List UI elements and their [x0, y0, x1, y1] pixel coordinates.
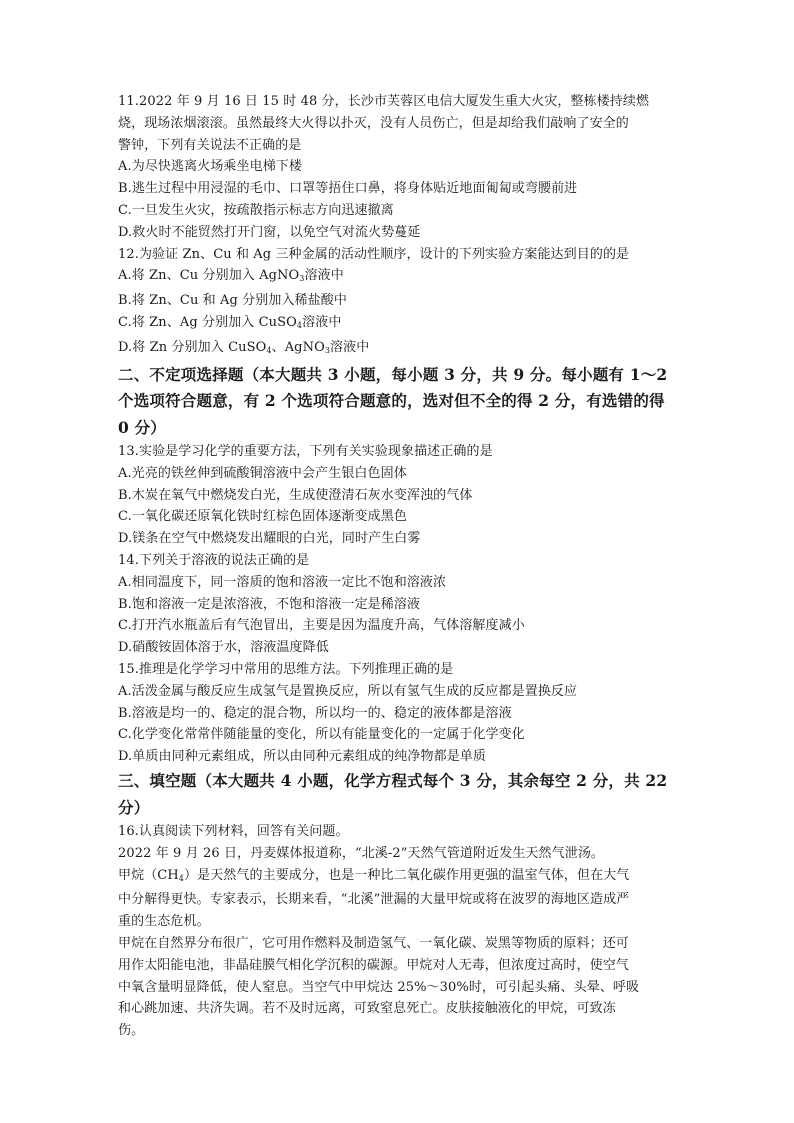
- question-14-option-a: A.相同温度下，同一溶质的饱和溶液一定比不饱和溶液浓: [118, 574, 447, 590]
- subscript: 3: [299, 274, 305, 284]
- section-3-heading-line-2: 分）: [118, 797, 150, 817]
- material-paragraph-3-line-5: 伤。: [118, 1023, 145, 1039]
- question-12-option-b: B.将 Zn、Cu 和 Ag 分别加入稀盐酸中: [118, 293, 347, 309]
- section-2-heading-line-3: 0 分）: [118, 417, 166, 437]
- question-11-option-a: A.为尽快逃离火场乘坐电梯下楼: [118, 159, 303, 175]
- option-d-text-end: 溶液中: [330, 339, 370, 355]
- material-paragraph-2-line-2: 中分解得更快。专家表示，长期来看，“北溪”泄漏的大量甲烷或将在波罗的海地区造成严: [118, 892, 630, 908]
- material-paragraph-3-line-2: 用作太阳能电池，非晶硅膜气相化学沉积的碳源。甲烷对人无毒，但浓度过高时，使空气: [118, 957, 629, 973]
- question-11: [118, 91, 676, 244]
- option-c-text-end: 溶液中: [302, 314, 342, 330]
- paragraph-text-end: ）是天然气的主要成分，也是一种比二氧化碳作用更强的温室气体，但在大气: [184, 867, 630, 883]
- question-13: [118, 441, 676, 550]
- option-d-text-mid: 、AgNO: [271, 339, 325, 355]
- question-11-stem-line-1: 11.2022 年 9 月 16 日 15 时 48 分，长沙市芙蓉区电信大厦发生重大火灾，整栋楼持续燃: [118, 94, 650, 109]
- question-12-option-d: [118, 337, 676, 362]
- material-paragraph-2-line-3: 重的生态危机。: [118, 914, 210, 930]
- question-13-stem: 13.实验是学习化学的重要方法，下列有关实验现象描述正确的是: [118, 444, 493, 460]
- material-paragraph-2-line-1: [118, 865, 676, 890]
- section-2-heading: [118, 362, 676, 442]
- option-c-text: C.将 Zn、Ag 分别加入 CuSO: [118, 314, 297, 330]
- question-15-option-c: C.化学变化常常伴随能量的变化，所以有能量变化的一定属于化学变化: [118, 727, 525, 743]
- question-14-option-d: D.硝酸铵固体溶于水，溶液温度降低: [118, 640, 329, 656]
- material-paragraph-3-line-1: 甲烷在自然界分布很广，它可用作燃料及制造氢气、一氧化碳、炭黑等物质的原料；还可: [118, 936, 629, 951]
- material-paragraph-1: 2022 年 9 月 26 日，丹麦媒体报道称，“北溪-2”天然气管道附近发生天然气泄汤。: [118, 845, 605, 861]
- question-11-stem-line-3: 警钟，下列有关说法不正确的是: [118, 137, 302, 153]
- option-d-text: D.将 Zn 分别加入 CuSO: [118, 339, 267, 355]
- question-12-option-c: [118, 312, 676, 337]
- option-a-text-end: 溶液中: [304, 268, 344, 284]
- question-12-stem: 12.为验证 Zn、Cu 和 Ag 三种金属的活动性顺序，设计的下列实验方案能达到目的的是: [118, 246, 630, 262]
- material-paragraph-3-line-3: 中氧含量明显降低，使人窒息。当空气中甲烷达 25%～30%时，可引起头痛、头晕、呼吸: [118, 979, 640, 995]
- subscript: 4: [266, 345, 272, 355]
- question-11-option-c: C.一旦发生火灾，按疏散指示标志方向迅速撤离: [118, 202, 394, 218]
- question-12: [118, 244, 676, 362]
- question-13-option-b: B.木炭在氧气中燃烧发白光，生成使澄清石灰水变浑浊的气体: [118, 487, 473, 503]
- question-14-option-c: C.打开汽水瓶盖后有气泡冒出，主要是因为温度升高，气体溶解度减小: [118, 618, 525, 634]
- question-11-option-b: B.逃生过程中用浸湿的毛巾、口罩等捂住口鼻，将身体贴近地面匍匐或弯腰前进: [118, 181, 578, 197]
- question-11-option-d: D.救火时不能贸然打开门窗，以免空气对流火势蔓延: [118, 224, 421, 240]
- question-13-option-c: C.一氧化碳还原氧化铁时红棕色固体逐渐变成黑色: [118, 509, 407, 525]
- section-3-heading-line-1: 三、填空题（本大题共 4 小题，化学方程式每个 3 分，其余每空 2 分，共 22: [118, 771, 668, 791]
- question-15-option-a: A.活泼金属与酸反应生成氢气是置换反应，所以有氢气生成的反应都是置换反应: [118, 683, 578, 699]
- question-13-option-a: A.光亮的铁丝伸到硫酸铜溶液中会产生银白色固体: [118, 465, 407, 481]
- question-15-stem: 15.推理是化学学习中常用的思维方法。下列推理正确的是: [118, 662, 454, 678]
- question-11-stem-line-2: 烧，现场浓烟滚滚。虽然最终大火得以扑灭，没有人员伤亡，但是却给我们敲响了安全的: [118, 115, 629, 131]
- section-3-heading: [118, 768, 676, 821]
- question-15-option-d: D.单质由同种元素组成，所以由同种元素组成的纯净物都是单质: [118, 749, 486, 765]
- section-2-heading-line-2: 个选项符合题意，有 2 个选项符合题意的，选对但不全的得 2 分，有选错的得: [118, 391, 665, 411]
- question-14: [118, 550, 676, 659]
- question-14-stem: 14.下列关于溶液的说法正确的是: [118, 553, 310, 569]
- material-paragraph-3-line-4: 和心跳加速、共济失调。若不及时远离，可致窒息死亡。皮肤接触液化的甲烷，可致冻: [118, 1001, 616, 1017]
- question-13-option-d: D.镁条在空气中燃烧发出耀眼的白光，同时产生白雾: [118, 531, 421, 547]
- subscript: 3: [324, 345, 331, 355]
- question-12-option-a: [118, 265, 676, 290]
- subscript: 4: [178, 873, 184, 883]
- question-15-option-b: B.溶液是均一的、稳定的混合物，所以均一的、稳定的液体都是溶液: [118, 705, 512, 721]
- section-2-heading-line-1: 二、不定项选择题（本大题共 3 小题，每小题 3 分，共 9 分。每小题有 1～2: [118, 364, 668, 384]
- exam-page: [118, 91, 676, 1042]
- option-a-text: A.将 Zn、Cu 分别加入 AgNO: [118, 268, 300, 284]
- question-16-stem: 16.认真阅读下列材料，回答有关问题。: [118, 824, 349, 840]
- question-14-option-b: B.饱和溶液一定是浓溶液，不饱和溶液一定是稀溶液: [118, 596, 421, 612]
- paragraph-text: 甲烷（CH: [118, 867, 179, 883]
- question-15: [118, 659, 676, 768]
- question-16: [118, 821, 676, 1042]
- subscript: 4: [296, 320, 303, 330]
